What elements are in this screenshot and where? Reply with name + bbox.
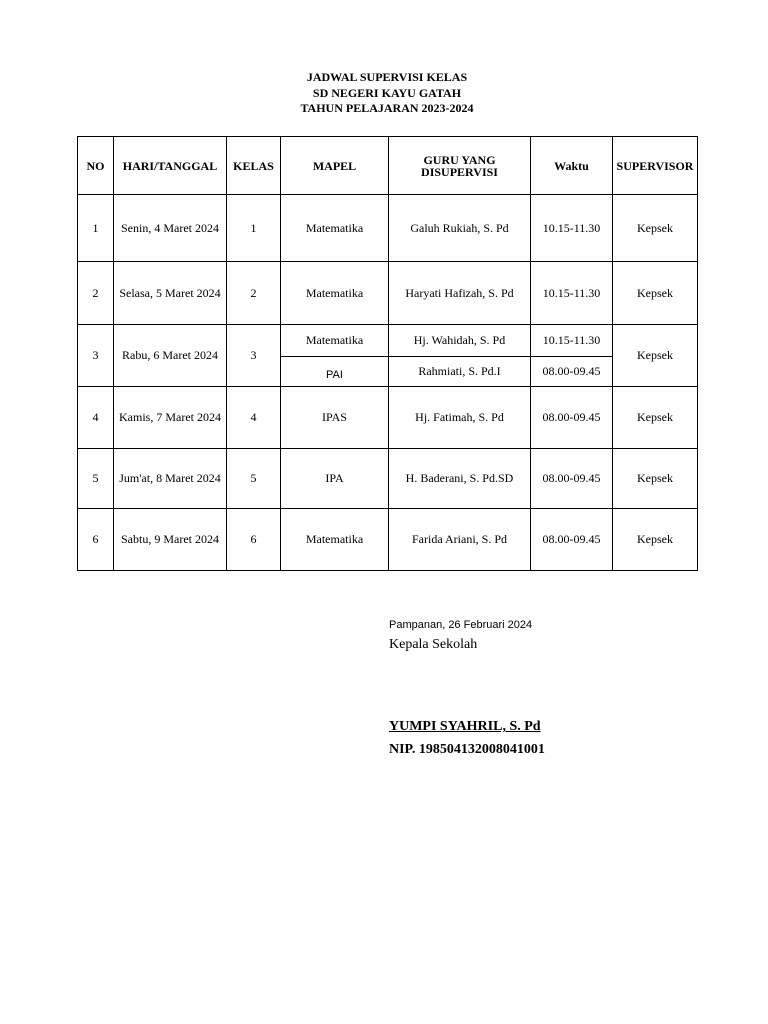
table-row (78, 262, 698, 325)
document-title (0, 70, 768, 117)
cell-supervisor: Kepsek (613, 387, 698, 449)
cell-mapel: Matematika (281, 325, 389, 357)
place-date: Pampanan, 26 Februari 2024 (389, 619, 533, 631)
col-header-no: NO (78, 137, 114, 195)
header-row (78, 137, 698, 195)
cell-supervisor: Kepsek (613, 449, 698, 509)
cell-waktu: 08.00-09.45 (531, 509, 613, 571)
cell-no: 2 (78, 262, 114, 325)
cell-waktu: 08.00-09.45 (531, 387, 613, 449)
col-header-supervisor: SUPERVISOR (613, 137, 698, 195)
signer-nip: NIP. 198504132008041001 (389, 742, 545, 757)
cell-date: Senin, 4 Maret 2024 (114, 195, 227, 262)
cell-no: 3 (78, 325, 114, 387)
cell-mapel: PAI (281, 357, 389, 387)
table-row (78, 195, 698, 262)
cell-waktu: 10.15-11.30 (531, 262, 613, 325)
cell-waktu: 10.15-11.30 (531, 195, 613, 262)
cell-guru: Hj. Fatimah, S. Pd (389, 387, 531, 449)
cell-mapel: IPA (281, 449, 389, 509)
cell-kelas: 4 (227, 387, 281, 449)
table-row (78, 387, 698, 449)
cell-guru: Rahmiati, S. Pd.I (389, 357, 531, 387)
cell-kelas: 5 (227, 449, 281, 509)
col-header-kelas: KELAS (227, 137, 281, 195)
cell-no: 6 (78, 509, 114, 571)
cell-no: 4 (78, 387, 114, 449)
cell-waktu: 08.00-09.45 (531, 449, 613, 509)
title-line-1: JADWAL SUPERVISI KELAS (306, 70, 468, 84)
cell-no: 1 (78, 195, 114, 262)
signer-role: Kepala Sekolah (389, 637, 478, 652)
cell-supervisor: Kepsek (613, 262, 698, 325)
cell-guru: H. Baderani, S. Pd.SD (389, 449, 531, 509)
col-header-guru: GURU YANG DISUPERVISI (389, 137, 531, 195)
cell-waktu: 08.00-09.45 (531, 357, 613, 387)
cell-date: Rabu, 6 Maret 2024 (114, 325, 227, 387)
cell-date: Jum'at, 8 Maret 2024 (114, 449, 227, 509)
cell-guru: Farida Ariani, S. Pd (389, 509, 531, 571)
cell-date: Selasa, 5 Maret 2024 (114, 262, 227, 325)
cell-date: Kamis, 7 Maret 2024 (114, 387, 227, 449)
cell-kelas: 2 (227, 262, 281, 325)
table-row (78, 325, 698, 357)
cell-waktu: 10.15-11.30 (531, 325, 613, 357)
cell-mapel: Matematika (281, 262, 389, 325)
cell-kelas: 1 (227, 195, 281, 262)
cell-kelas: 6 (227, 509, 281, 571)
col-header-waktu: Waktu (531, 137, 613, 195)
signer-name: YUMPI SYAHRIL, S. Pd (389, 719, 541, 734)
col-header-mapel: MAPEL (281, 137, 389, 195)
cell-guru: Haryati Hafizah, S. Pd (389, 262, 531, 325)
title-line-3: TAHUN PELAJARAN 2023-2024 (300, 101, 474, 115)
cell-supervisor: Kepsek (613, 509, 698, 571)
table-row (78, 509, 698, 571)
cell-kelas: 3 (227, 325, 281, 387)
cell-mapel: IPAS (281, 387, 389, 449)
cell-mapel: Matematika (281, 195, 389, 262)
title-line-2: SD NEGERI KAYU GATAH (312, 85, 462, 100)
cell-guru: Galuh Rukiah, S. Pd (389, 195, 531, 262)
cell-supervisor: Kepsek (613, 195, 698, 262)
cell-supervisor: Kepsek (613, 325, 698, 387)
col-header-date: HARI/TANGGAL (114, 137, 227, 195)
cell-date: Sabtu, 9 Maret 2024 (114, 509, 227, 571)
supervision-schedule-table (77, 136, 698, 571)
cell-mapel: Matematika (281, 509, 389, 571)
cell-no: 5 (78, 449, 114, 509)
cell-guru: Hj. Wahidah, S. Pd (389, 325, 531, 357)
table-row (78, 449, 698, 509)
